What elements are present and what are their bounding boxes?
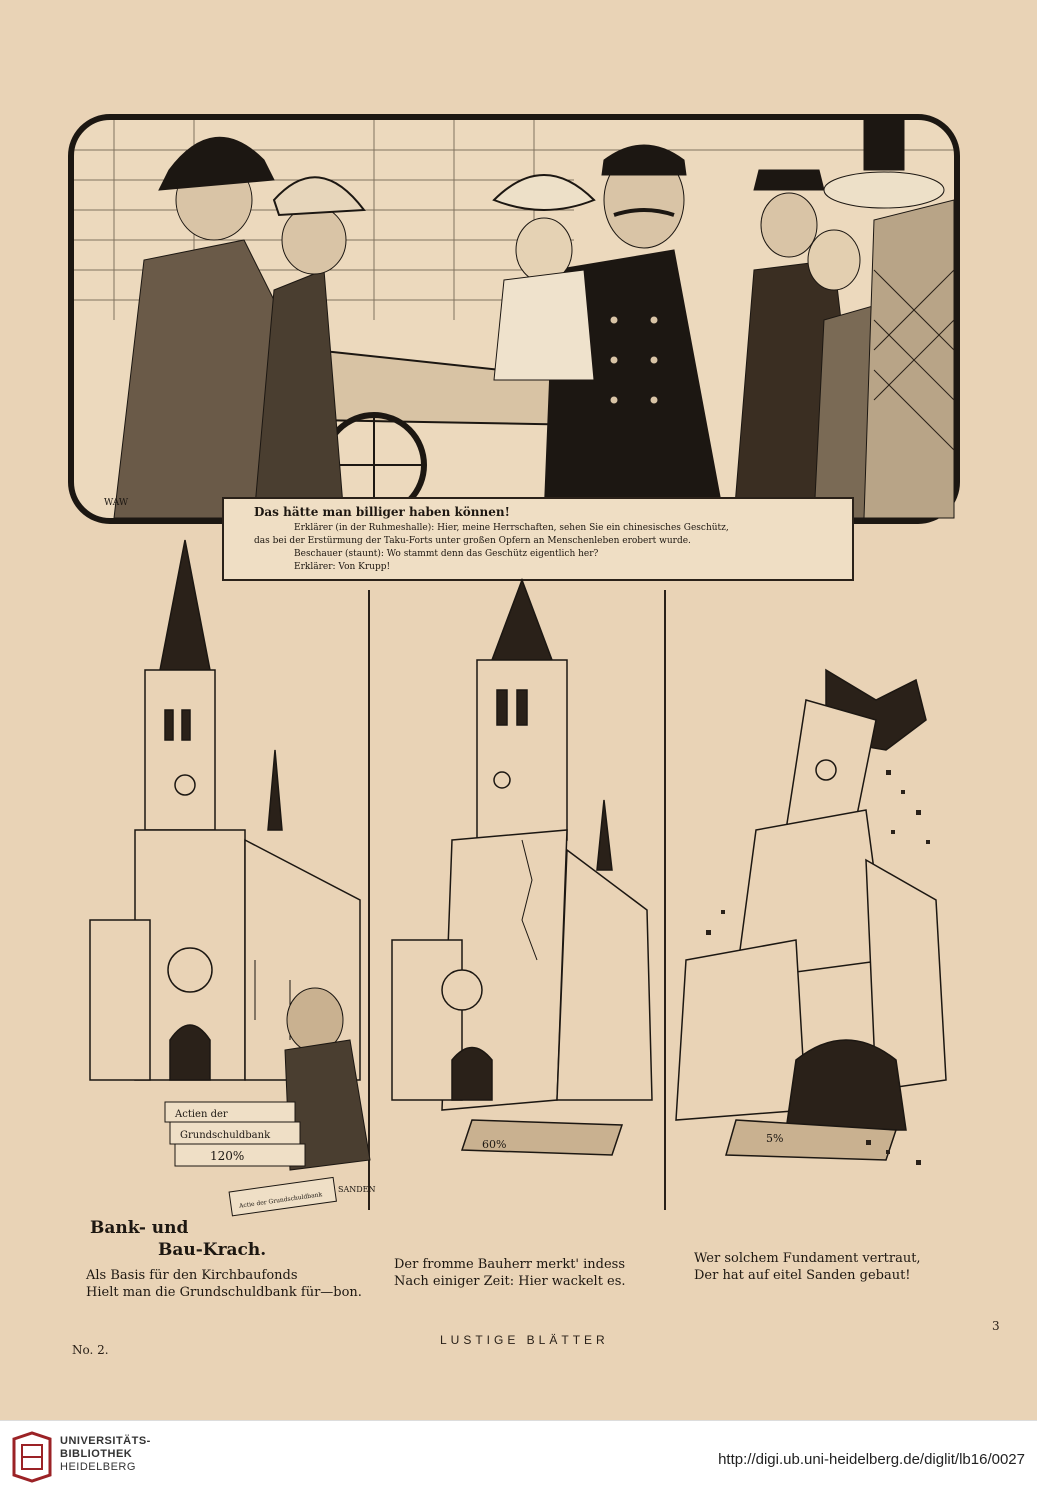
church-intact-illustration <box>90 540 376 1220</box>
masthead: LUSTIGE BLÄTTER <box>440 1333 609 1347</box>
library-name <box>60 1435 151 1474</box>
church-collapsed-illustration <box>676 660 956 1220</box>
stock-value: 60% <box>482 1138 507 1151</box>
caption-line: Beschauer (staunt): Wo stammt denn das Geschütz eigentlich her? <box>294 549 599 559</box>
library-name-line1: UNIVERSITÄTS- <box>60 1435 151 1447</box>
verse-1-line2: Hielt man die Grundschuldbank für—bon. <box>86 1285 362 1300</box>
artist-signature: SANDEN <box>338 1185 376 1194</box>
library-name-line3: HEIDELBERG <box>60 1461 136 1473</box>
stock-value: 120% <box>210 1149 245 1163</box>
page-number: 3 <box>992 1319 1000 1333</box>
library-logo-icon <box>10 1431 54 1483</box>
library-name-line2: BIBLIOTHEK <box>60 1448 133 1460</box>
caption-line: das bei der Erstürmung der Taku-Forts unter großen Opfern an Menschenleben erobert wurde. <box>254 536 691 546</box>
cannon-hall-drawing <box>74 120 954 518</box>
strip-title-line1: Bank- und <box>90 1218 189 1238</box>
verse-1-line1: Als Basis für den Kirchbaufonds <box>86 1268 298 1283</box>
panel-divider <box>664 590 666 1210</box>
verse-2-line1: Der fromme Bauherr merkt' indess <box>394 1257 626 1272</box>
paper-label: Actie der Grundschuldbank <box>238 1191 323 1210</box>
illustrator-mark: WAW <box>104 498 129 508</box>
cannon-hall-illustration <box>68 114 960 524</box>
stock-label-1: Actien der <box>175 1109 228 1120</box>
caption-line: Erklärer: Von Krupp! <box>294 562 391 572</box>
caption-line: Erklärer (in der Ruhmeshalle): Hier, meine Herrschaften, sehen Sie ein chinesisches Geschütz, <box>294 523 729 533</box>
verse-3-line2: Der hat auf eitel Sanden gebaut! <box>694 1268 911 1283</box>
stock-label-2: Grundschuldbank <box>180 1130 271 1141</box>
library-footer <box>0 1420 1037 1494</box>
verse-2-line2: Nach einiger Zeit: Hier wackelt es. <box>394 1274 626 1289</box>
strip-title-line2: Bau-Krach. <box>158 1240 267 1260</box>
verse-3-line1: Wer solchem Fundament vertraut, <box>694 1251 921 1266</box>
issue-number: No. 2. <box>72 1343 109 1357</box>
permalink-url[interactable]: http://digi.ub.uni-heidelberg.de/diglit/lb16/0027 <box>718 1451 1025 1468</box>
church-cracked-illustration <box>382 580 662 1200</box>
caption-title: Das hätte man billiger haben können! <box>254 505 510 519</box>
stock-value: 5% <box>766 1132 784 1145</box>
